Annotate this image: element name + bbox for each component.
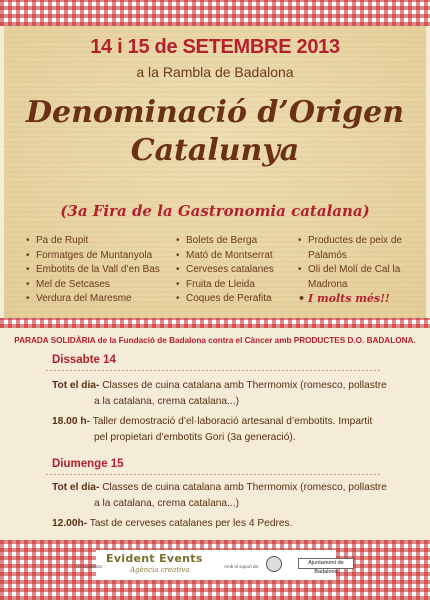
list-item: • Formatges de Muntanyola [26, 249, 166, 264]
event-text: Taller demostració d’el·laboració artesanal d’embotits. Impartit [89, 416, 373, 427]
saturday-event-1 [52, 378, 412, 410]
event-place: a la Rambla de Badalona [136, 64, 294, 80]
event-text-cont: a la catalana, crema catalana...) [94, 498, 239, 509]
list-item: • Coques de Perafita [176, 292, 296, 307]
gingham-border-top [0, 0, 430, 26]
saturday-heading: Dissabte 14 [52, 354, 116, 366]
event-time: Tot el dia- [52, 380, 100, 391]
list-item: • Mató de Montserrat [176, 249, 296, 264]
gingham-border-middle [0, 318, 430, 328]
list-item: • Oli del Molí de Cal la [298, 263, 424, 278]
event-time: Tot el dia- [52, 482, 100, 493]
list-item: • Productes de peix de [298, 234, 424, 249]
poster-title [4, 94, 426, 170]
sunday-heading: Diumenge 15 [52, 458, 124, 470]
products-list-3 [298, 234, 424, 307]
town-hall-logo [298, 558, 354, 575]
poster-header-panel [4, 26, 426, 318]
list-item: • Bolets de Berga [176, 234, 296, 249]
organizer-logo: Evident Events [106, 552, 203, 565]
title-line-1: Denominació d’Origen [25, 95, 405, 130]
event-time: 18.00 h- [52, 416, 90, 427]
event-text: Classes de cuina catalana amb Thermomix (romesco, pollastre [99, 482, 387, 493]
divider [46, 474, 382, 475]
event-time: 12.00h- [52, 518, 88, 529]
list-item: • Fruita de Lleida [176, 278, 296, 293]
divider [46, 370, 382, 371]
list-item: • Verdura del Maresme [26, 292, 166, 307]
support-label: Amb el suport de: [224, 564, 260, 569]
products-list-2 [176, 234, 296, 307]
list-item: • Embotits de la Vall d’en Bas [26, 263, 166, 278]
list-item: • Pa de Rupit [26, 234, 166, 249]
list-item: • Cerveses catalanes [176, 263, 296, 278]
solidary-notice: PARADA SOLIDÀRIA de la Fundació de Badalona contra el Càncer amb PRODUCTES D.O. BADALONA. [14, 336, 416, 345]
event-text-cont: pel propietari d’embotits Gori (3a generació). [94, 432, 296, 443]
organizer-label: Ho organitza: [76, 564, 103, 569]
list-item-continuation: Palamós [308, 249, 347, 261]
event-date: 14 i 15 de SETEMBRE 2013 [90, 36, 340, 58]
list-item: • Mel de Setcases [26, 278, 166, 293]
more-products: • I molts més!! [298, 292, 424, 307]
sponsors-footer [0, 550, 430, 580]
town-hall-name: Ajuntament de Badalona [308, 560, 344, 575]
event-text: Tast de cerveses catalanes per les 4 Pedres. [87, 518, 293, 529]
town-seal-icon [266, 556, 282, 572]
sunday-event-2 [52, 516, 412, 532]
event-text-cont: a la catalana, crema catalana...) [94, 396, 239, 407]
event-text: Classes de cuina catalana amb Thermomix (romesco, pollastre [99, 380, 387, 391]
saturday-event-2 [52, 414, 412, 446]
title-line-2: Catalunya [130, 133, 300, 168]
sunday-event-1 [52, 480, 412, 512]
program-panel [4, 328, 426, 540]
poster-subtitle: (3a Fira de la Gastronomia catalana) [60, 202, 370, 220]
products-list-1 [26, 234, 166, 307]
organizer-tagline: Agència creativa [130, 566, 190, 574]
list-item-continuation: Madrona [308, 278, 348, 290]
